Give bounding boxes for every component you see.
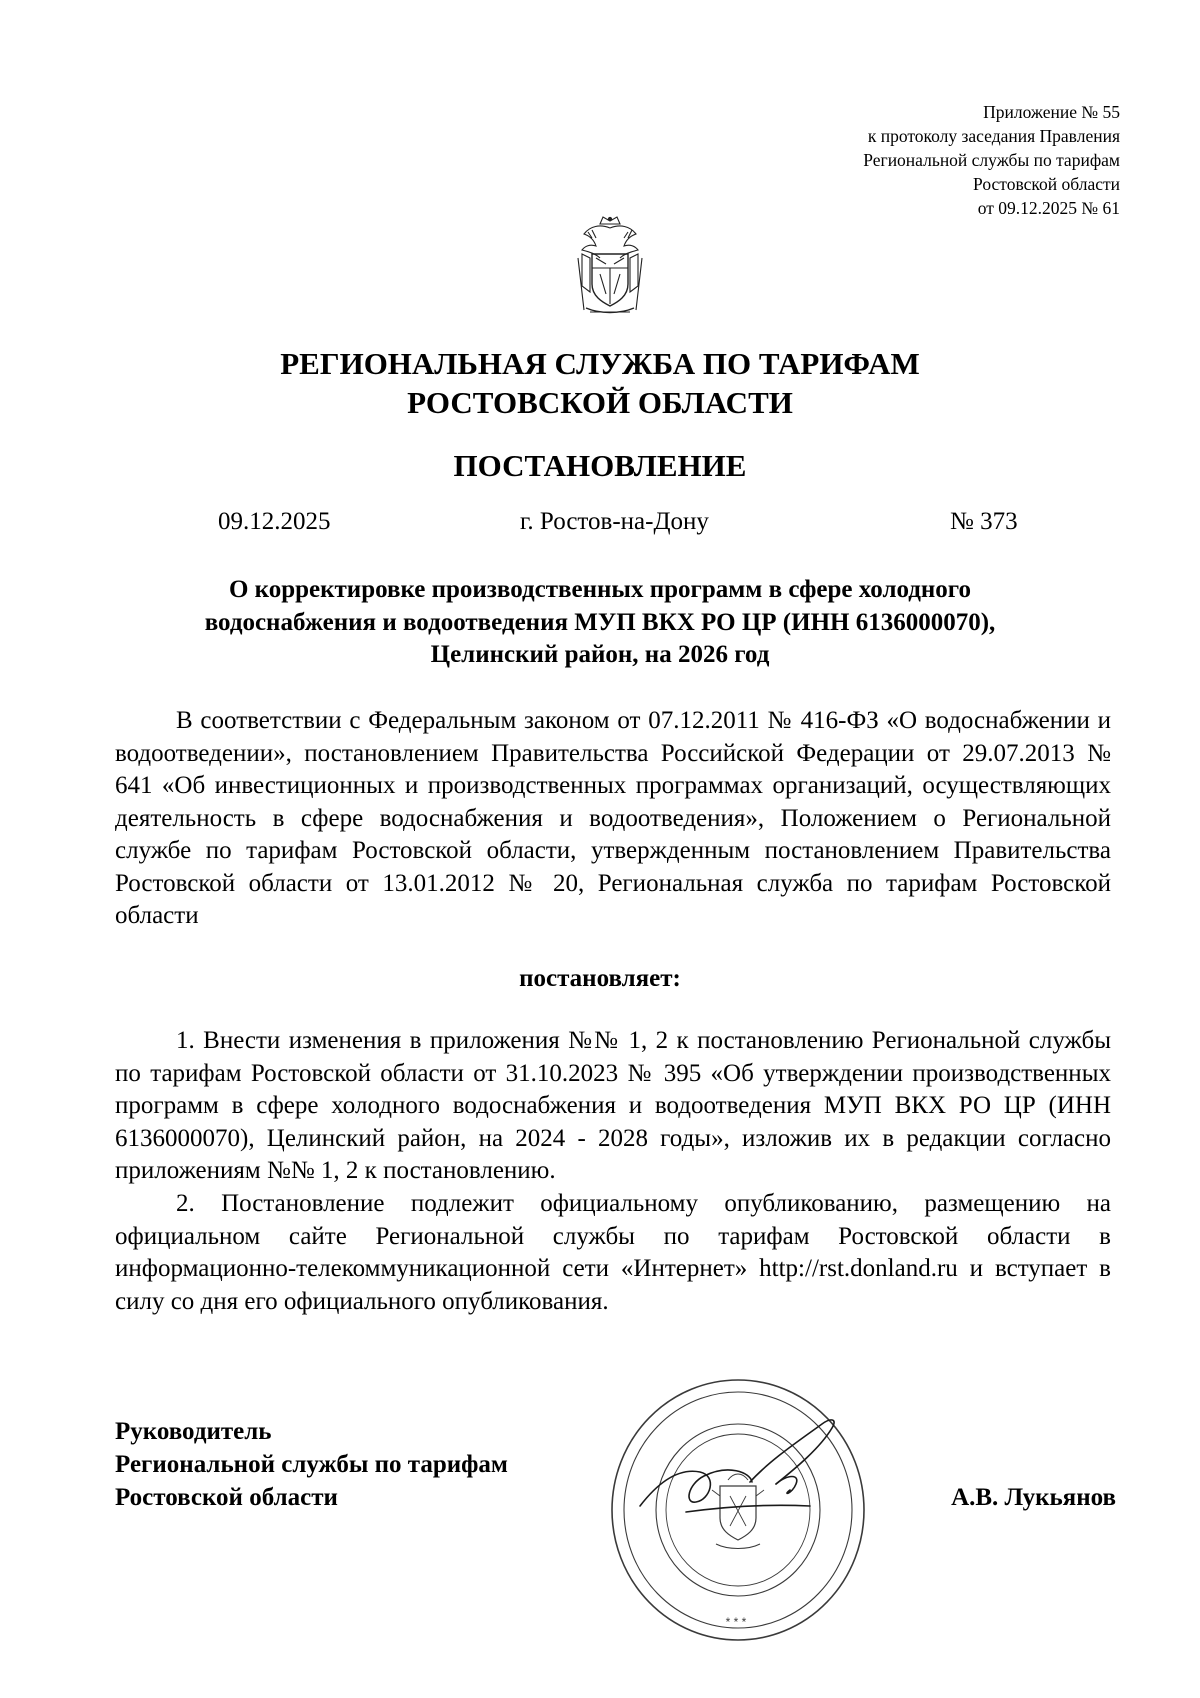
appendix-reference (863, 100, 1120, 220)
appendix-line: Ростовской области (973, 174, 1120, 194)
coat-of-arms-icon (560, 214, 660, 320)
appendix-line: Приложение № 55 (983, 102, 1120, 122)
signatory-title-line: Региональной службы по тарифам (115, 1451, 508, 1478)
document-date: 09.12.2025 (218, 508, 331, 535)
resolution-item-2: 2. Постановление подлежит официальному опубликованию, размещению на официальном сайте Региональной службы по тарифам Ростовской области в информационно-телекоммуникационной сети «Интернет» http://rst.donland.ru и вступает в силу со дня его официального опубликования. (115, 1190, 1111, 1315)
document-number: № 373 (950, 508, 1018, 535)
subject-line: О корректировке производственных программ в сфере холодного (228, 576, 972, 603)
resolves-heading: постановляет: (519, 965, 681, 992)
subject-line: водоснабжения и водоотведения МУП ВКХ РО ЦР (ИНН 6136000070), (204, 608, 996, 636)
document-subject (115, 574, 1085, 672)
appendix-line: от 09.12.2025 № 61 (977, 198, 1120, 218)
signatory-title-line: Руководитель (115, 1418, 272, 1445)
svg-text:* * *: * * * (725, 1615, 747, 1629)
agency-title-line: РЕГИОНАЛЬНАЯ СЛУЖБА ПО ТАРИФАМ (280, 346, 920, 381)
document-type: ПОСТАНОВЛЕНИЕ (453, 448, 747, 483)
handwritten-signature (600, 1410, 890, 1540)
signatory-title-line: Ростовской области (115, 1484, 338, 1511)
appendix-line: к протоколу заседания Правления (867, 126, 1120, 146)
signatory-name: А.В. Лукьянов (951, 1484, 1116, 1511)
resolution-item-1: 1. Внести изменения в приложения №№ 1, 2 к постановлению Региональной службы по тарифам Ростовской области от 31.10.2023 № 395 «Об утверждении производственных программ в сфере холодного водоснабжения и водоотведения МУП ВКХ РО ЦР (ИНН 6136000070), Целинский район, на 2024 - 2028 годы», изложив их в редакции согласно приложениям №№ 1, 2 к постановлению. (115, 1027, 1111, 1184)
agency-title-line: РОСТОВСКОЙ ОБЛАСТИ (407, 385, 793, 420)
preamble-paragraph: В соответствии с Федеральным законом от 07.12.2011 № 416-ФЗ «О водоснабжении и водоотведении», постановлением Правительства Российской Федерации от 29.07.2013 № 641 «Об инвестиционных и производственных программах организаций, осуществляющих деятельность в сфере водоснабжения и водоотведения», Положением о Региональной службе по тарифам Ростовской области, утвержденным постановлением Правительства Ростовской области от 13.01.2012 № 20, Региональная служба по тарифам Ростовской области (115, 707, 1111, 929)
subject-line: Целинский район, на 2026 год (430, 641, 770, 668)
agency-title (0, 344, 1200, 422)
signatory-title (115, 1415, 508, 1514)
appendix-line: Региональной службы по тарифам (863, 150, 1120, 170)
document-city: г. Ростов-на-Дону (520, 508, 709, 535)
